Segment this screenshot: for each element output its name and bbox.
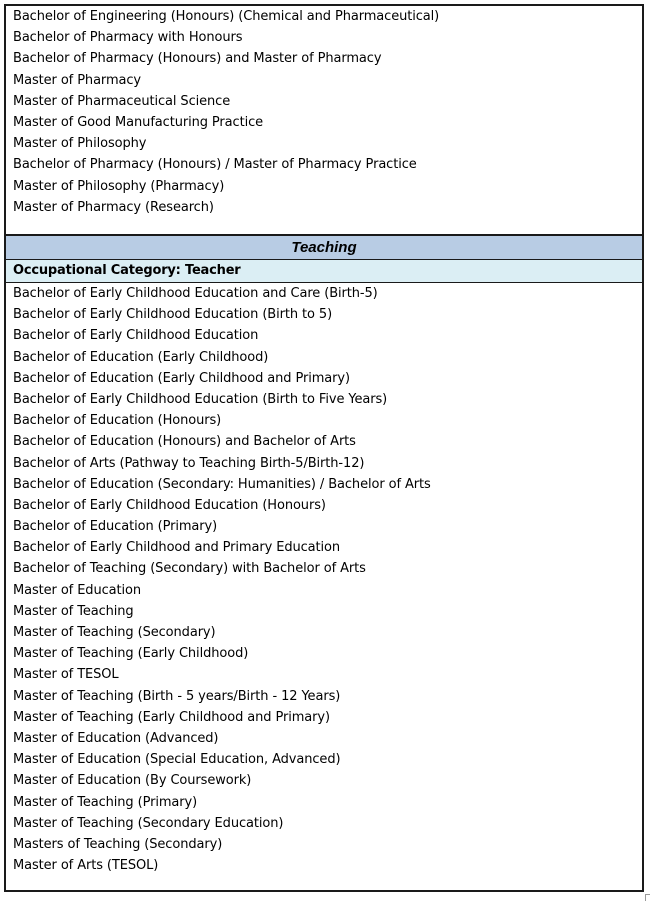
qualification-item: Bachelor of Early Childhood Education (Birth to Five Years) [13,391,388,407]
qualification-item: Bachelor of Arts (Pathway to Teaching Birth-5/Birth-12) [13,455,365,471]
qualification-item: Bachelor of Education (Secondary: Humanities) / Bachelor of Arts [13,476,431,492]
qualification-item: Bachelor of Early Childhood Education and Care (Birth-5) [13,286,378,301]
qualification-item: Master of Teaching (Early Childhood and Primary) [13,709,330,725]
qualification-item: Bachelor of Engineering (Honours) (Chemical and Pharmaceutical) [13,9,440,24]
qualification-item: Bachelor of Education (Primary) [13,519,218,535]
qualification-item: Master of Arts (TESOL) [13,858,159,874]
qualification-item: Bachelor of Education (Early Childhood) [13,349,269,365]
qualification-item: Masters of Teaching (Secondary) [13,836,223,852]
qualification-item: Master of Good Manufacturing Practice [13,114,264,130]
qualification-item: Master of Education (By Coursework) [13,773,252,789]
teaching-qualifications-section [6,283,642,876]
qualification-item: Master of Teaching (Secondary) [13,625,216,640]
qualification-item: Bachelor of Education (Early Childhood and Primary) [13,370,350,386]
qualification-item: Master of Pharmaceutical Science [13,93,231,109]
qualification-item: Bachelor of Pharmacy (Honours) / Master of Pharmacy Practice [13,157,417,173]
qualification-item: Master of TESOL [13,667,119,683]
occupational-category-label: Occupational Category: Teacher [6,260,642,283]
section-title-teaching: Teaching [6,236,642,260]
qualification-item: Bachelor of Early Childhood and Primary Education [13,540,341,556]
page-corner-mark [645,894,650,901]
qualification-item: Master of Philosophy (Pharmacy) [13,178,225,194]
qualification-item: Bachelor of Teaching (Secondary) with Bachelor of Arts [13,561,366,577]
qualification-item: Bachelor of Early Childhood Education [13,328,259,344]
qualification-item: Master of Pharmacy (Research) [13,199,214,215]
qualification-item: Master of Teaching [13,603,134,619]
qualification-item: Master of Teaching (Primary) [13,794,198,810]
qualification-item: Master of Education (Advanced) [13,730,219,746]
qualification-item: Master of Philosophy [13,136,147,152]
qualification-item: Master of Education [13,582,142,598]
qualification-item: Bachelor of Pharmacy with Honours [13,30,243,46]
qualifications-table [4,4,644,892]
qualification-item: Master of Teaching (Birth - 5 years/Birth - 12 Years) [13,688,341,704]
qualification-item: Master of Teaching (Secondary Education) [13,815,284,831]
qualification-item: Master of Pharmacy [13,72,142,88]
qualification-item: Bachelor of Pharmacy (Honours) and Master of Pharmacy [13,51,382,67]
qualification-item: Bachelor of Education (Honours) and Bachelor of Arts [13,434,356,450]
qualification-item: Master of Education (Special Education, Advanced) [13,752,341,768]
qualification-item: Master of Teaching (Early Childhood) [13,646,249,662]
pharmacy-qualifications-list [6,6,642,218]
qualification-item: Bachelor of Education (Honours) [13,413,222,429]
teaching-qualifications-list [6,283,642,876]
pharmacy-qualifications-section [6,6,642,236]
qualification-item: Bachelor of Early Childhood Education (Birth to 5) [13,307,333,323]
qualification-item: Bachelor of Early Childhood Education (Honours) [13,497,326,513]
